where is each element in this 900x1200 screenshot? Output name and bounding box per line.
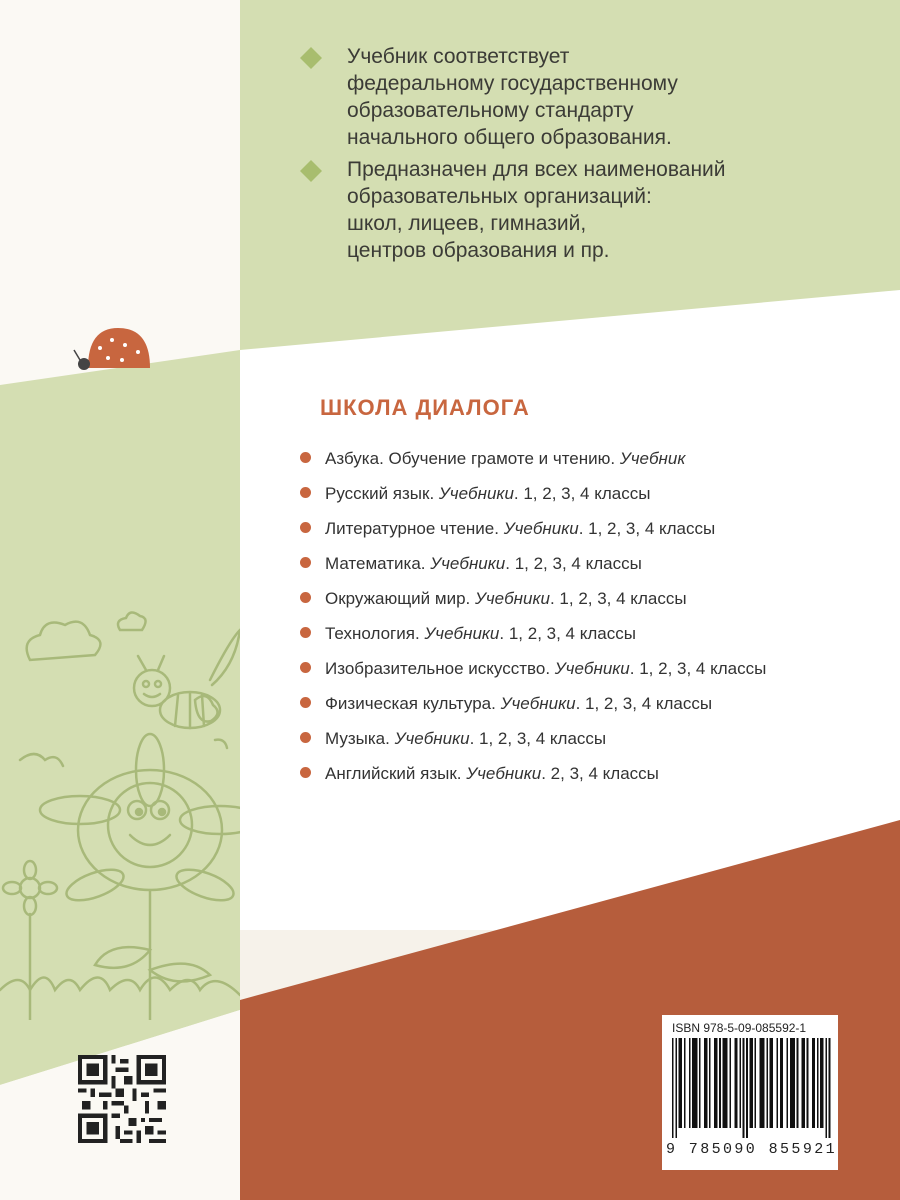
- cloud-left: [27, 622, 101, 660]
- list-item: Английский язык. Учебники. 2, 3, 4 классы: [300, 764, 659, 784]
- dot-icon: [300, 487, 311, 498]
- dot-icon: [300, 522, 311, 533]
- ladybug-icon: [74, 328, 150, 370]
- daisy-flower-icon: [40, 734, 240, 1020]
- list-item: Технология. Учебники. 1, 2, 3, 4 классы: [300, 624, 636, 644]
- list-item: Физическая культура. Учебники. 1, 2, 3, 4 классы: [300, 694, 712, 714]
- dot-icon: [300, 557, 311, 568]
- flower-bee-ladybug-illustration: [0, 300, 240, 1020]
- diamond-icon: [300, 160, 322, 182]
- standard-line-4: начального общего образования.: [347, 126, 672, 149]
- standard-line-3: образовательному стандарту: [347, 99, 634, 122]
- barcode-digits: 9 785090 855921: [666, 1141, 838, 1158]
- standard-line-2: федеральному государственному: [347, 72, 678, 95]
- list-item: Математика. Учебники. 1, 2, 3, 4 классы: [300, 554, 642, 574]
- qr-code-icon: [78, 1055, 166, 1143]
- purpose-notice: [347, 156, 726, 264]
- dot-icon: [300, 662, 311, 673]
- isbn-number: ISBN 978-5-09-085592-1: [672, 1021, 807, 1035]
- standard-notice: [347, 43, 678, 151]
- barcode-icon: [672, 1038, 832, 1138]
- list-item: Изобразительное искусство. Учебники. 1, 2, 3, 4 классы: [300, 659, 766, 679]
- purpose-line-1: Предназначен для всех наименований: [347, 158, 726, 181]
- dot-icon: [300, 592, 311, 603]
- purpose-line-4: центров образования и пр.: [347, 239, 610, 262]
- series-title: ШКОЛА ДИАЛОГА: [320, 395, 530, 420]
- dot-icon: [300, 627, 311, 638]
- standard-line-1: Учебник соответствует: [347, 45, 570, 68]
- small-flower-icon: [3, 861, 57, 1020]
- list-item: Русский язык. Учебники. 1, 2, 3, 4 классы: [300, 484, 650, 504]
- dot-icon: [300, 767, 311, 778]
- purpose-line-2: образовательных организаций:: [347, 185, 652, 208]
- dot-icon: [300, 452, 311, 463]
- purpose-line-3: школ, лицеев, гимназий,: [347, 212, 587, 235]
- diamond-icon: [300, 47, 322, 69]
- bee-head: [134, 670, 170, 706]
- list-item: Музыка. Учебники. 1, 2, 3, 4 классы: [300, 729, 606, 749]
- list-item: Окружающий мир. Учебники. 1, 2, 3, 4 классы: [300, 589, 687, 609]
- dot-icon: [300, 697, 311, 708]
- dot-icon: [300, 732, 311, 743]
- list-item: Литературное чтение. Учебники. 1, 2, 3, 4 классы: [300, 519, 715, 539]
- list-item: Азбука. Обучение грамоте и чтению. Учебник: [300, 449, 685, 469]
